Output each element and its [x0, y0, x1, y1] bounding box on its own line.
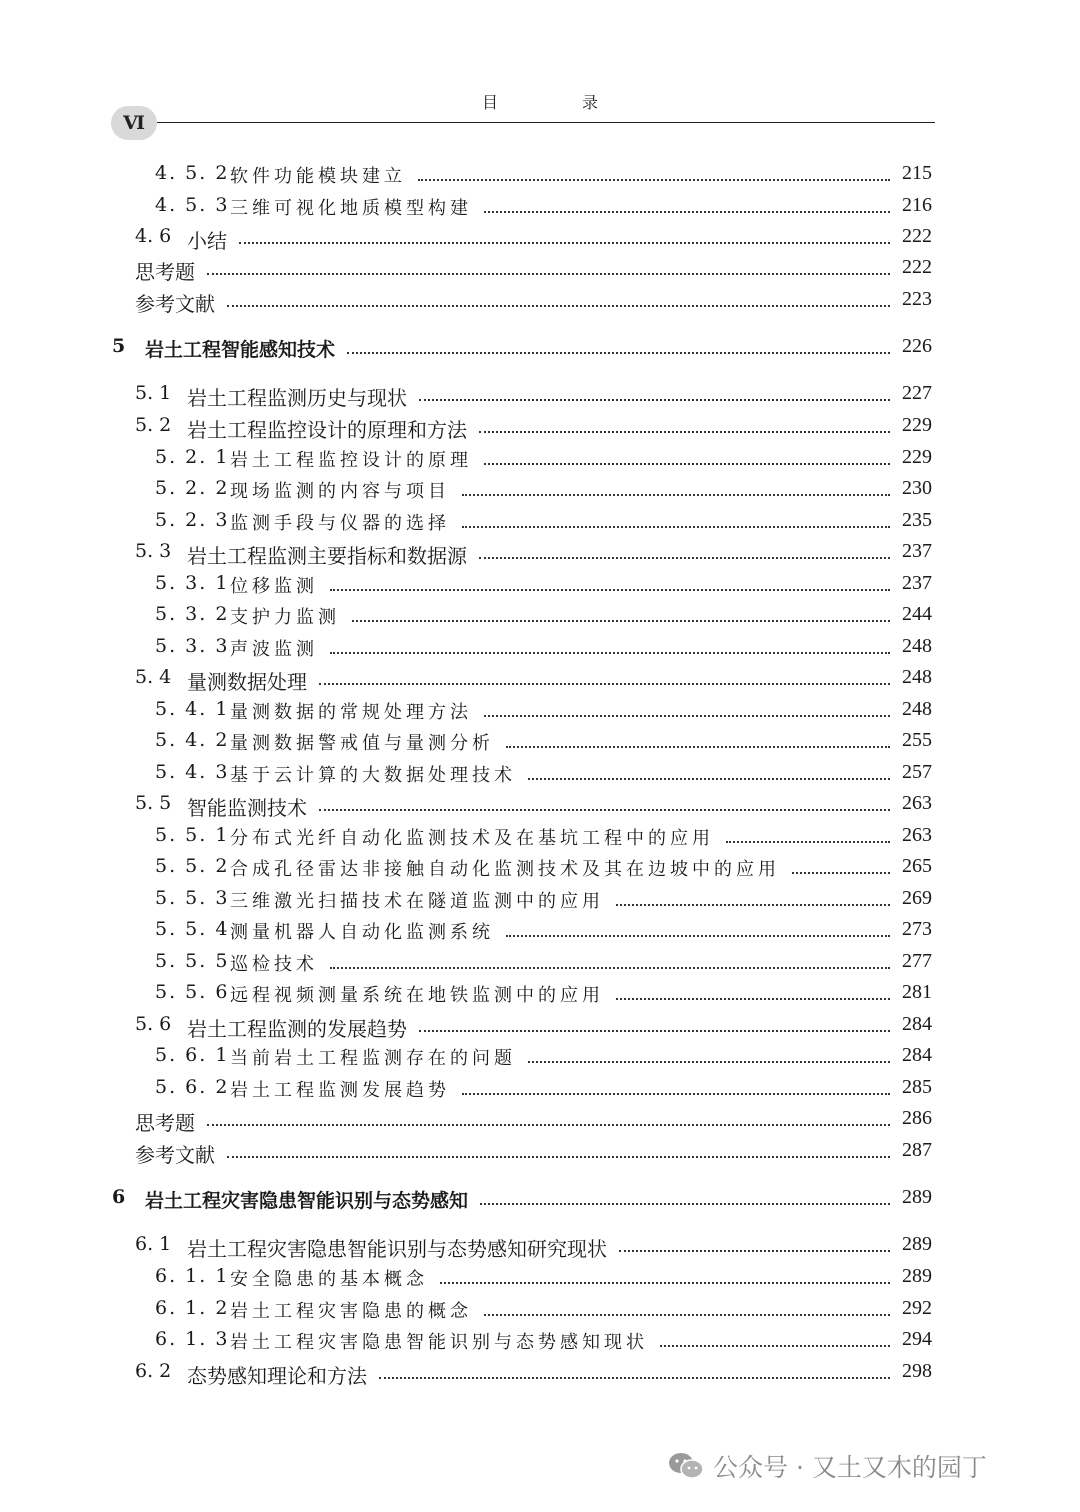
toc-leader-dots — [319, 683, 890, 685]
toc-leader-dots — [792, 872, 890, 874]
toc-number: 5. 2. 2 — [155, 477, 230, 499]
toc-title: 软件功能模块建立 — [230, 166, 406, 187]
toc-title: 巡检技术 — [230, 954, 318, 975]
toc-leader-dots — [419, 1030, 890, 1032]
toc-number: 6. 1. 3 — [155, 1328, 230, 1350]
toc-page-number: 265 — [902, 855, 932, 877]
toc-leader-dots — [207, 273, 890, 275]
watermark — [667, 1448, 987, 1484]
toc-leader-dots — [462, 1093, 890, 1095]
toc-entry — [0, 1297, 1080, 1325]
toc-page-number: 255 — [902, 729, 932, 751]
toc-page-number: 237 — [902, 572, 932, 594]
toc-page-number: 226 — [902, 335, 932, 357]
toc-entry — [0, 729, 1080, 757]
toc-number: 5. 5. 5 — [155, 950, 230, 972]
toc-number: 5. 5. 3 — [155, 887, 230, 909]
toc-entry — [0, 950, 1080, 978]
toc-entry — [0, 666, 1080, 694]
toc-page-number: 229 — [902, 414, 932, 436]
toc-title: 位移监测 — [230, 576, 318, 597]
toc-entry — [0, 162, 1080, 190]
toc-entry — [0, 414, 1080, 442]
toc-page-number: 287 — [902, 1139, 932, 1161]
toc-number: 5. 5. 2 — [155, 855, 230, 877]
toc-number: 4. 6 — [135, 225, 172, 247]
toc-leader-dots — [506, 746, 890, 748]
toc-leader-dots — [239, 242, 890, 244]
toc-entry — [0, 855, 1080, 883]
toc-entry — [0, 509, 1080, 537]
toc-page-number: 230 — [902, 477, 932, 499]
toc-page-number: 215 — [902, 162, 932, 184]
toc-number: 5. 5. 6 — [155, 981, 230, 1003]
toc-leader-dots — [660, 1345, 890, 1347]
toc-title: 监测手段与仪器的选择 — [230, 513, 450, 534]
toc-title: 岩土工程监测主要指标和数据源 — [187, 544, 467, 568]
toc-title: 基于云计算的大数据处理技术 — [230, 765, 516, 786]
header-rule — [157, 122, 935, 123]
toc-number: 5. 3. 2 — [155, 603, 230, 625]
toc-entry — [0, 256, 1080, 284]
toc-title: 岩土工程监测历史与现状 — [187, 386, 407, 410]
toc-leader-dots — [726, 841, 890, 843]
toc-number: 5. 6. 1 — [155, 1044, 230, 1066]
toc-number: 5. 5. 1 — [155, 824, 230, 846]
toc-number: 5. 3 — [135, 540, 172, 562]
toc-entry — [0, 335, 1080, 363]
toc-leader-dots — [352, 620, 890, 622]
toc-number: 5. 2 — [135, 414, 172, 436]
watermark-text: 公众号 · 又土又木的园丁 — [713, 1453, 987, 1482]
toc-entry — [0, 603, 1080, 631]
toc-leader-dots — [330, 967, 890, 969]
toc-page-number: 229 — [902, 446, 932, 468]
toc-title: 参考文献 — [135, 1143, 215, 1167]
toc-title: 态势感知理论和方法 — [187, 1364, 367, 1388]
toc-page-number: 289 — [902, 1233, 932, 1255]
toc-entry — [0, 194, 1080, 222]
toc-number: 5. 3. 3 — [155, 635, 230, 657]
toc-page-number: 248 — [902, 666, 932, 688]
toc-leader-dots — [619, 1250, 890, 1252]
toc-leader-dots — [418, 179, 890, 181]
toc-number: 6. 1. 1 — [155, 1265, 230, 1287]
toc-number: 5. 3. 1 — [155, 572, 230, 594]
toc-page-number: 281 — [902, 981, 932, 1003]
toc-page-number: 273 — [902, 918, 932, 940]
toc-page-number: 244 — [902, 603, 932, 625]
toc-page-number: 248 — [902, 635, 932, 657]
toc-page-number: 284 — [902, 1044, 932, 1066]
toc-title: 思考题 — [135, 1111, 195, 1135]
toc-entry — [0, 918, 1080, 946]
toc-number: 5. 4. 3 — [155, 761, 230, 783]
toc-page-number: 263 — [902, 824, 932, 846]
toc-title: 测量机器人自动化监测系统 — [230, 922, 494, 943]
toc-leader-dots — [616, 998, 890, 1000]
toc-leader-dots — [616, 904, 890, 906]
toc-title: 量测数据警戒值与量测分析 — [230, 733, 494, 754]
toc-entry — [0, 1328, 1080, 1356]
toc-entry — [0, 698, 1080, 726]
toc-leader-dots — [480, 1203, 890, 1205]
toc-page-number: 223 — [902, 288, 932, 310]
toc-number: 5. 5 — [135, 792, 172, 814]
toc-title: 智能监测技术 — [187, 796, 307, 820]
toc-leader-dots — [440, 1282, 890, 1284]
toc-title: 岩土工程智能感知技术 — [145, 339, 336, 361]
toc-number: 5. 2. 3 — [155, 509, 230, 531]
toc-title: 岩土工程灾害隐患智能识别与态势感知研究现状 — [187, 1237, 607, 1261]
toc-entry — [0, 887, 1080, 915]
toc-leader-dots — [484, 211, 890, 213]
toc-entry — [0, 540, 1080, 568]
toc-entry — [0, 635, 1080, 663]
toc-page-number: 289 — [902, 1186, 932, 1208]
toc-leader-dots — [479, 431, 890, 433]
toc-title: 岩土工程监控设计的原理 — [230, 450, 472, 471]
toc-title: 合成孔径雷达非接触自动化监测技术及其在边坡中的应用 — [230, 859, 780, 880]
toc-leader-dots — [462, 526, 890, 528]
toc-page-number: 289 — [902, 1265, 932, 1287]
toc-page-number: 285 — [902, 1076, 932, 1098]
page-number-badge: Ⅵ — [111, 106, 157, 140]
toc-entry — [0, 1107, 1080, 1135]
toc-title: 三维激光扫描技术在隧道监测中的应用 — [230, 891, 604, 912]
toc-title: 岩土工程监测发展趋势 — [230, 1080, 450, 1101]
toc-leader-dots — [330, 652, 890, 654]
toc-leader-dots — [347, 352, 890, 354]
toc-entry — [0, 981, 1080, 1009]
toc-title: 岩土工程灾害隐患智能识别与态势感知 — [145, 1190, 469, 1212]
toc-leader-dots — [484, 1314, 890, 1316]
toc-entry — [0, 1233, 1080, 1261]
toc-page-number: 277 — [902, 950, 932, 972]
toc-page-number: 227 — [902, 382, 932, 404]
toc-number: 4. 5. 2 — [155, 162, 230, 184]
toc-page-number: 248 — [902, 698, 932, 720]
toc-leader-dots — [462, 494, 890, 496]
toc-leader-dots — [484, 715, 890, 717]
toc-title: 岩土工程灾害隐患智能识别与态势感知现状 — [230, 1332, 648, 1353]
toc-number: 5. 6. 2 — [155, 1076, 230, 1098]
toc-number: 6 — [112, 1186, 126, 1208]
toc-entry — [0, 792, 1080, 820]
toc-leader-dots — [506, 935, 890, 937]
wechat-icon — [667, 1451, 705, 1481]
toc-leader-dots — [379, 1377, 890, 1379]
toc-page-number: 237 — [902, 540, 932, 562]
toc-entry — [0, 572, 1080, 600]
toc-number: 5. 5. 4 — [155, 918, 230, 940]
toc-page-number: 222 — [902, 225, 932, 247]
toc-title: 分布式光纤自动化监测技术及在基坑工程中的应用 — [230, 828, 714, 849]
toc-page-number: 286 — [902, 1107, 932, 1129]
toc-title: 量测数据的常规处理方法 — [230, 702, 472, 723]
toc-number: 5. 6 — [135, 1013, 172, 1035]
toc-page-number: 269 — [902, 887, 932, 909]
toc-entry — [0, 1044, 1080, 1072]
toc-entry — [0, 288, 1080, 316]
toc-title: 岩土工程监控设计的原理和方法 — [187, 418, 467, 442]
toc-leader-dots — [227, 305, 890, 307]
toc-leader-dots — [528, 778, 890, 780]
toc-number: 6. 1. 2 — [155, 1297, 230, 1319]
toc-leader-dots — [419, 399, 890, 401]
toc-entry — [0, 1076, 1080, 1104]
toc-title: 岩土工程监测的发展趋势 — [187, 1017, 407, 1041]
toc-page-number: 216 — [902, 194, 932, 216]
toc-page-number: 222 — [902, 256, 932, 278]
toc-page-number: 257 — [902, 761, 932, 783]
toc-page-number: 294 — [902, 1328, 932, 1350]
toc-page-number: 263 — [902, 792, 932, 814]
toc-title: 远程视频测量系统在地铁监测中的应用 — [230, 985, 604, 1006]
toc-page-number: 298 — [902, 1360, 932, 1382]
toc-number: 5. 1 — [135, 382, 172, 404]
toc-entry — [0, 382, 1080, 410]
toc-title: 安全隐患的基本概念 — [230, 1269, 428, 1290]
toc-number: 6. 2 — [135, 1360, 172, 1382]
toc-number: 5. 4. 2 — [155, 729, 230, 751]
toc-number: 5 — [112, 335, 126, 357]
toc-leader-dots — [484, 463, 890, 465]
toc-leader-dots — [330, 589, 890, 591]
toc-leader-dots — [207, 1124, 890, 1126]
toc-title: 支护力监测 — [230, 607, 340, 628]
toc-title: 思考题 — [135, 260, 195, 284]
toc-entry — [0, 446, 1080, 474]
toc-title: 参考文献 — [135, 292, 215, 316]
toc-title: 三维可视化地质模型构建 — [230, 198, 472, 219]
toc-leader-dots — [319, 809, 890, 811]
toc-number: 6. 1 — [135, 1233, 172, 1255]
toc-number: 5. 4. 1 — [155, 698, 230, 720]
toc-page-number: 235 — [902, 509, 932, 531]
toc-entry — [0, 1186, 1080, 1214]
toc-leader-dots — [227, 1156, 890, 1158]
toc-number: 5. 2. 1 — [155, 446, 230, 468]
toc-entry — [0, 1013, 1080, 1041]
toc-entry — [0, 761, 1080, 789]
toc-entry — [0, 1360, 1080, 1388]
toc-entry — [0, 225, 1080, 253]
toc-page-number: 292 — [902, 1297, 932, 1319]
toc-entry — [0, 824, 1080, 852]
toc-entry — [0, 1139, 1080, 1167]
page-header-title: 目 录 — [481, 93, 632, 112]
toc-title: 岩土工程灾害隐患的概念 — [230, 1301, 472, 1322]
toc-title: 当前岩土工程监测存在的问题 — [230, 1048, 516, 1069]
toc-entry — [0, 1265, 1080, 1293]
toc-entry — [0, 477, 1080, 505]
toc-title: 小结 — [187, 229, 227, 253]
toc-number: 5. 4 — [135, 666, 172, 688]
toc-title: 现场监测的内容与项目 — [230, 481, 450, 502]
toc-leader-dots — [528, 1061, 890, 1063]
toc-title: 声波监测 — [230, 639, 318, 660]
toc-title: 量测数据处理 — [187, 670, 307, 694]
toc-page-number: 284 — [902, 1013, 932, 1035]
toc-leader-dots — [479, 557, 890, 559]
toc-number: 4. 5. 3 — [155, 194, 230, 216]
